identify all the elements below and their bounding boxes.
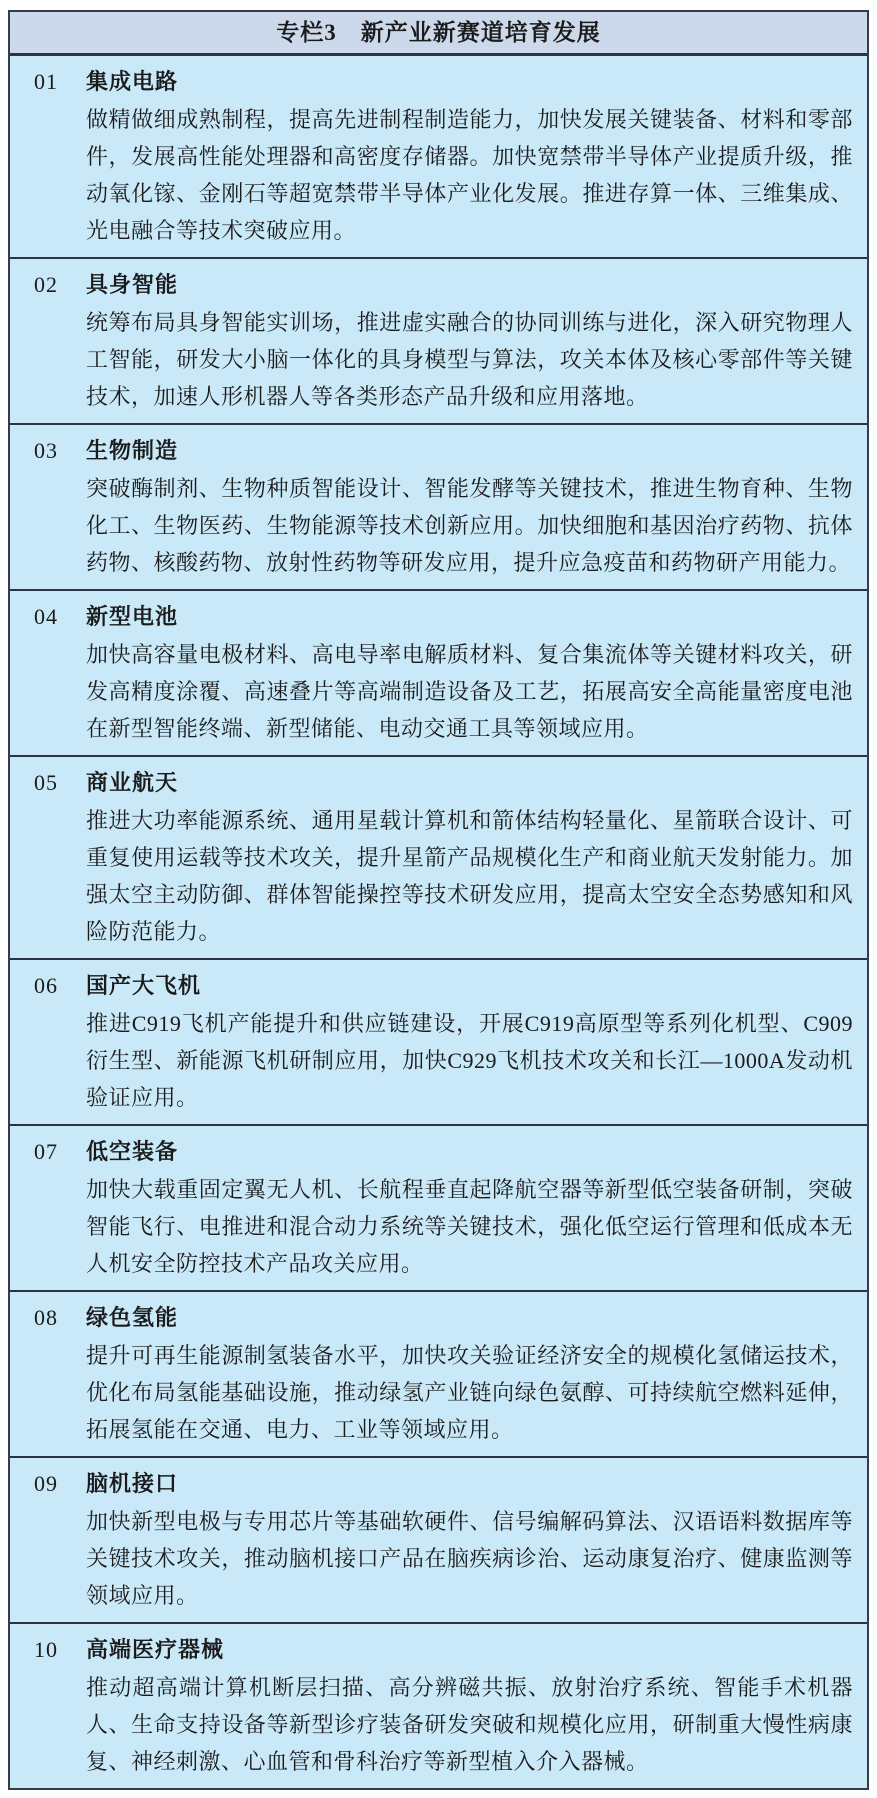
section-title: 绿色氢能 [86,1305,179,1330]
section-head [34,765,853,801]
section-number: 02 [34,272,58,297]
industry-section [10,425,867,591]
section-title: 高端医疗器械 [86,1637,225,1662]
special-column-panel [8,10,869,1790]
section-description: 推进C919飞机产能提升和供应链建设，开展C919高原型等系列化机型、C909衍生型、新能源飞机研制应用，加快C929飞机技术攻关和长江—1000A发动机验证应用。 [86,1011,853,1110]
industry-section [10,259,867,425]
section-description: 加快新型电极与专用芯片等基础软硬件、信号编解码算法、汉语语料数据库等关键技术攻关，推动脑机接口产品在脑疾病诊治、运动康复治疗、健康监测等领域应用。 [86,1509,853,1608]
section-description: 统筹布局具身智能实训场，推进虚实融合的协同训练与进化，深入研究物理人工智能，研发大小脑一体化的具身模型与算法，攻关本体及核心零部件等关键技术，加速人形机器人等各类形态产品升级和应用落地。 [86,310,853,409]
industry-section [10,1624,867,1788]
section-number: 05 [34,770,58,795]
section-description: 推动超高端计算机断层扫描、高分辨磁共振、放射治疗系统、智能手术机器人、生命支持设备等新型诊疗装备研发突破和规模化应用，研制重大慢性病康复、神经刺激、心血管和骨科治疗等新型植入介入器械。 [86,1675,853,1774]
section-title: 生物制造 [86,438,179,463]
section-head [34,968,853,1004]
section-head [34,267,853,303]
section-head [34,599,853,635]
section-number: 03 [34,438,58,463]
section-number: 06 [34,973,58,998]
section-head [34,433,853,469]
section-title: 脑机接口 [86,1471,179,1496]
section-head [34,1466,853,1502]
industry-section [10,56,867,259]
section-number: 01 [34,69,58,94]
section-description: 加快高容量电极材料、高电导率电解质材料、复合集流体等关键材料攻关，研发高精度涂覆、高速叠片等高端制造设备及工艺，拓展高安全高能量密度电池在新型智能终端、新型储能、电动交通工具等领域应用。 [86,642,853,741]
section-number: 08 [34,1305,58,1330]
section-number: 10 [34,1637,58,1662]
industry-section [10,1292,867,1458]
section-head [34,1300,853,1336]
section-head [34,1134,853,1170]
industry-section [10,591,867,757]
industry-section [10,1126,867,1292]
section-description: 推进大功率能源系统、通用星载计算机和箭体结构轻量化、星箭联合设计、可重复使用运载等技术攻关，提升星箭产品规模化生产和商业航天发射能力。加强太空主动防御、群体智能操控等技术研发应用，提高太空安全态势感知和风险防范能力。 [86,808,853,944]
panel-body [10,56,867,1788]
section-number: 07 [34,1139,58,1164]
section-title: 新型电池 [86,604,179,629]
section-title: 国产大飞机 [86,973,202,998]
section-title: 商业航天 [86,770,179,795]
section-description: 做精做细成熟制程，提高先进制程制造能力，加快发展关键装备、材料和零部件，发展高性能处理器和高密度存储器。加快宽禁带半导体产业提质升级，推动氧化镓、金刚石等超宽禁带半导体产业化发展。推进存算一体、三维集成、光电融合等技术突破应用。 [86,107,853,243]
section-head [34,1632,853,1668]
section-title: 集成电路 [86,69,179,94]
panel-title: 专栏3 新产业新赛道培育发展 [10,12,867,56]
section-number: 09 [34,1471,58,1496]
section-head [34,64,853,100]
section-number: 04 [34,604,58,629]
industry-section [10,1458,867,1624]
section-description: 加快大载重固定翼无人机、长航程垂直起降航空器等新型低空装备研制，突破智能飞行、电推进和混合动力系统等关键技术，强化低空运行管理和低成本无人机安全防控技术产品攻关应用。 [86,1177,853,1276]
section-title: 低空装备 [86,1139,179,1164]
industry-section [10,757,867,960]
section-description: 突破酶制剂、生物种质智能设计、智能发酵等关键技术，推进生物育种、生物化工、生物医药、生物能源等技术创新应用。加快细胞和基因治疗药物、抗体药物、核酸药物、放射性药物等研发应用，提升应急疫苗和药物研产用能力。 [86,476,853,575]
section-title: 具身智能 [86,272,179,297]
industry-section [10,960,867,1126]
section-description: 提升可再生能源制氢装备水平，加快攻关验证经济安全的规模化氢储运技术，优化布局氢能基础设施，推动绿氢产业链向绿色氨醇、可持续航空燃料延伸，拓展氢能在交通、电力、工业等领域应用。 [86,1343,853,1442]
